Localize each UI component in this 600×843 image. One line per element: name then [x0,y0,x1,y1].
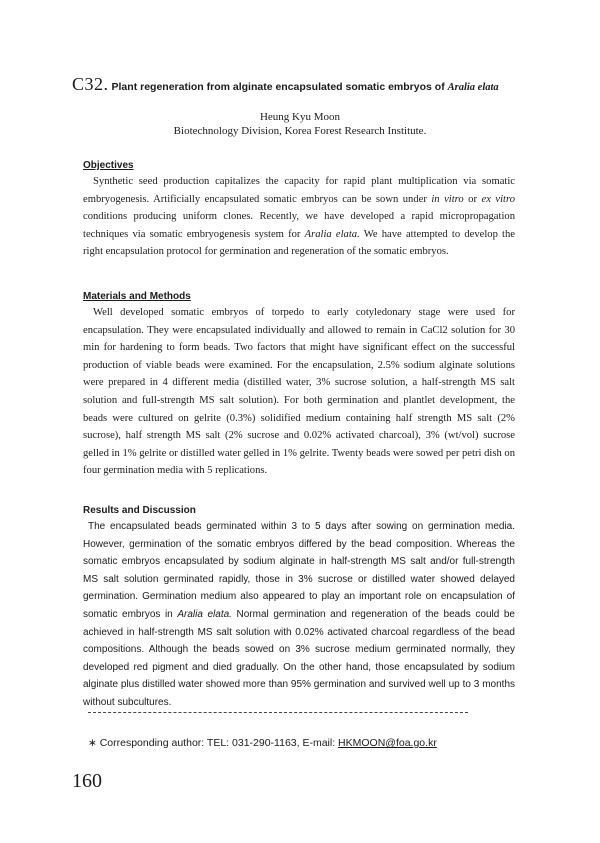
author-name: Heung Kyu Moon [259,111,341,123]
results-heading: Results and Discussion [83,505,196,516]
objectives-heading: Objectives [83,160,134,171]
objectives-paragraph: Synthetic seed production capitalizes the capacity for rapid plant multiplication via somatic embryogenesis. Artificially encapsulated somatic embryos can be sown under in vitro or ex vitro conditions producing uniform clones. Recently, we have developed a rapid micropropagation techniques via somatic embryogenesis system for Aralia elata. We have attempted to develop the right encapsulation protocol for germination and regeneration of the somatic embryos. [83,176,516,258]
methods-paragraph: Well developed somatic embryos of torpedo to early cotyledonary stage were used for encapsulation. They were encapsulated individually and allowed to remain in CaCl2 solution for 30 min for hardening to form beads. Two factors that might have significant effect on the successful production of viable beads were examined. For the encapsulation, 2.5% sodium alginate solutions were prepared in 4 different media (distilled water, 3% sucrose solution, a half-strength MS salt solution and full-strength MS salt solution). For both germination and plantlet development, the beads were cultured on gelrite (0.3%) solidified medium containing half strength MS salt (2% sucrose), half strength MS salt (2% sucrose and 0.02% activated charcoal), 3% (wt/vol) sucrose gelled in 1% gelrite or distilled water gelled in 1% gelrite. Twenty beads were sowed per petri dish on four germination media with 5 replications. [83,307,515,477]
email-link[interactable]: HKMOON@foa.go.kr [338,737,437,749]
footnote [88,737,437,749]
footnote-divider [88,712,468,713]
results-paragraph: The encapsulated beads germinated within 3 to 5 days after sowing on germination media. However, germination of the somatic embryos differed by the bead composition. Whereas the somatic embryos encapsulated by sodium alginate in half-strength MS salt and/or full-strength MS salt solution germinated rapidly, those in 3% sucrose or distilled water showed delayed germination. Germination medium also appeared to play an important role on encapsulation of somatic embryos in Aralia elata. Normal germination and regeneration of the beads could be achieved in half-strength MS salt solution with 0.02% activated charcoal regardless of the bead compositions. Although the beads sowed on 3% sucrose medium germinated normally, they developed red pigment and died gradually. On the other hand, those encapsulated by sodium alginate plus distilled water showed more than 95% germination and survived well up to 3 months without subcultures. [83,521,515,708]
footnote-contact: ∗ Corresponding author: TEL: 031-290-1163, E-mail: [88,737,339,749]
author-affiliation: Biotechnology Division, Korea Forest Research Institute. [173,125,427,137]
title-main: Plant regeneration from alginate encapsulated somatic embryos of [111,81,448,93]
methods-heading: Materials and Methods [83,291,191,302]
abstract-code: C32. [72,74,109,94]
paper-title [112,81,499,93]
title-species: Aralia elata [447,82,499,93]
title-row [72,74,499,95]
page-number: 160 [72,770,102,792]
